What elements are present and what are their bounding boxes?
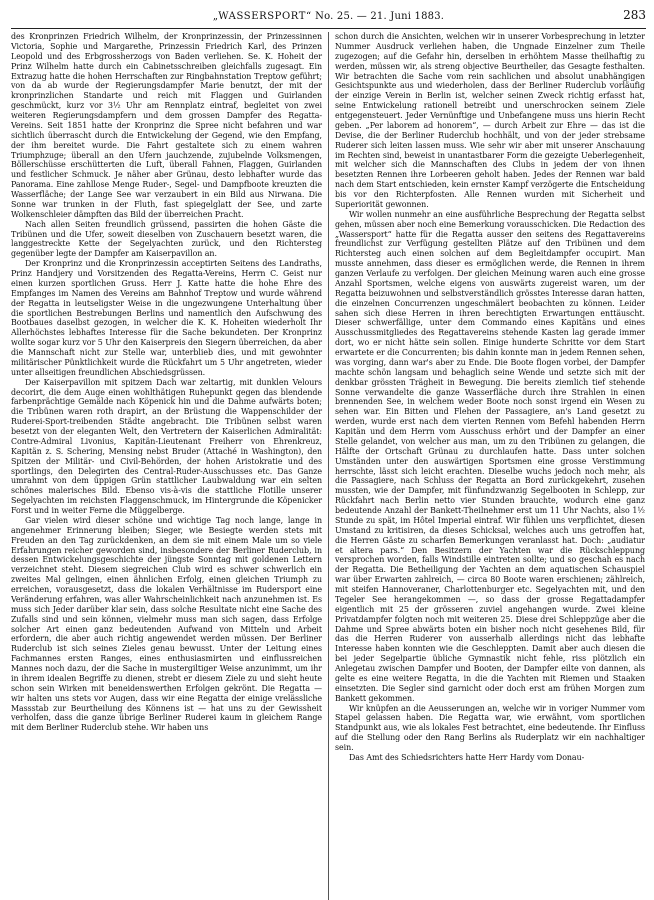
paragraph: Der Kaiserpavillon mit spitzem Dach war zeltartig, mit dunklen Velours decorirt, die dem Auge einen wohlthätigen Ruhepunkt gegen das blendende farbenprächtige Gemälde nach Köpenick hin und die Dahme aufwärts boten; die Tribünen waren roth drapirt, an der Brüstung die Wappenschilder der Ruderei-Sport-treibenden Städte angebracht. Die Tribünen selbst waren besetzt von der eleganten Welt, den Vertretern der Kaiserlichen Admiralität: Contre-Admiral Livonius, Kapitän-Lieutenant Freiherr von Ehrenkreuz, Kapitän z. S. Schering, Mensing nebst Bruder (Attaché in Washington), den Spitzen der Militär- und Civil-Behörden, der hohen Aristokratie und des sportlings, den Delegirten des Central-Ruder-Ausschusses etc. Das Ganze umrahmt von dem üppigen Grün stattlicher Laubwaldung war ein selten schönes malerisches Bild. Ebenso vis-à-vis die stattliche Flotille unserer Segelyachten im reichsten Flaggenschmuck, im Hintergrunde die Köpenicker Forst und in weiter Ferne die Müggelberge. [11, 377, 322, 515]
paragraph: des Kronprinzen Friedrich Wilhelm, der Kronprinzessin, der Prinzessinnen Victoria, Sophie und Margarethe, Prinzessin Friedrich Karl, des Prinzen Leopold und des Erbgrossherzogs von Baden verliehen. Se. K. Hoheit der Prinz Wilhelm hatte durch ein Cabinetsschreiben gleichfalls zugesagt. Ein Extrazug hatte die hohen Herrschaften zur Ringbahnstation Treptow geführt; von da ab wurde der Regierungsdampfer Marie benutzt, der mit der kronprinzlichen Standarte und reich mit Flaggen und Guirlanden geschmückt, kurz vor 3½ Uhr am Rennplatz eintraf, begleitet von zwei weiteren Regierungsdampfern und dem grossen Dampfer des Regatta-Vereins. Seit 1851 hatte der Kronprinz die Spree nicht befahren und war sichtlich überrascht durch die Entwickelung der Gegend, wie den Empfang, der ihm bereitet wurde. Die Fahrt gestaltete sich zu einem wahren Triumphzuge; überall an den Ufern jauchzende, zujubelnde Volksmengen, Böllerschüsse erschütterten die Luft, überall Fahnen, Flaggen, Guirlanden und festlicher Schmuck. Je näher aber Grünau, desto lebhafter wurde das Panorama. Eine zahllose Menge Ruder-, Segel- und Dampfboote kreuzten die Wasserfläche; der Lange See war verzaubert in ein Bild aus Nirwana. Die Sonne war trunken in der Fluth, fast spiegelglatt der See, und zarte Wolkenschleier dämpften das Bild der überreichen Pracht. [11, 32, 322, 219]
text-columns [11, 32, 646, 900]
page-number: 283 [623, 8, 646, 22]
paragraph: Wir wollen nunmehr an eine ausführliche Besprechung der Regatta selbst gehen, müssen aber noch eine Bemerkung vorausschicken. Die Redaction des „Wassersport“ hatte für die Regatta ausser den seitens des Regattavereins freundlichst zur Verfügung gestellten Plätze auf den Tribünen und dem Richtersteg auch einen solchen auf dem Begleitdampfer occupirt. Man musste annehmen, dass dieser es ermöglichen werde, die Rennen in ihrem ganzen Verlaufe zu verfolgen. Der gleichen Meinung waren auch eine grosse Anzahl Sportsmen, welche eigens von auswärts zugereist waren, um der Regatta beizuwohnen und selbstverständlich grösstes Interesse daran hatten, die einzelnen Concurrenzen ungeschmälert beobachten zu können. Leider sahen sich diese Herren in ihren berechtigten Erwartungen enttäuscht. Dieser schwerfällige, unter dem Commando eines Kapitäns und eines Ausschussmitgliedes des Regattavereins stehende Kasten lag gerade immer dort, wo er nicht hätte sein sollen. Einige hunderte Schritte vor dem Start erwartete er die Concurrenten; bis dahin konnte man in jedem Rennen sehen, was vorging, dann war's aber zu Ende. Die Boote flogen vorbei, der Dampfer machte schön langsam und behaglich seine Wende und setzte sich mit der denkbar grössten Trägheit in Bewegung. Die bereits ziemlich tief stehende Sonne verwandelte die ganze Wasserfläche durch ihre Strahlen in einen brennenden See, in welchem weder Boote noch sonst irgend ein Wesen zu sehen war. Ein Bitten und Flehen der Passagiere, an's Land gesetzt zu werden, wurde erst nach dem vierten Rennen vom Befehl habenden Herrn Kapitän und dem Herrn vom Ausschuss erhört und der Dampfer an einer Stelle gelandet, von welcher aus man, um zu den Tribünen zu gelangen, die Hälfte der Ortschaft Grünau zu durchlaufen hatte. Dass unter solchen Umständen unter den auswärtigen Sportsmen eine grosse Verstimmung herrschte, lässt sich leicht erachten. Dieselbe wuchs jedoch noch mehr, als die Passagiere, nach Schluss der Regatta an Bord zurückgekehrt, zusehen mussten, wie der Dampfer, mit fünfundzwanzig Segelbooten in Schlepp, zur Rückfahrt nach Berlin netto vier Stunden brauchte, wodurch eine ganz bedeutende Anzahl der Bankett-Theilnehmer erst um 11 Uhr Nachts, also 1½ Stunde zu spät, im Hôtel Imperial eintraf. Wir fühlen uns verpflichtet, diesen Umstand zu kritisiren, da dieses Schicksal, welches auch uns getroffen hat, die Herren Gäste zu scharfen Bemerkungen veranlasst hat. Doch: „audiatur et altera pars.“ Den Besitzern der Yachten war die Rückschleppung versprochen worden, falls Windstille eintreten sollte; und so geschah es nach der Regatta. Die Betheiligung der Yachten an dem aquatischen Schauspiel war über Erwarten zahlreich, — circa 80 Boote waren erschienen; zählreich, mit steifen Hannoveraner, Charlottenburger etc. Segelyachten mit, und den Tegeler See herangekommen —, so dass der grosse Regattadampfer eigentlich mit 25 der grösseren zuviel angehangen wurde. Zwei kleine Privatdampfer folgten noch mit weiteren 25. Diese drei Schleppzüge aber die Dahme und Spree abwärts boten ein bisher noch nicht gesehenes Bild, für das die Herren Ruderer von ausserhalb allerdings nicht das lebhafte Interesse haben konnten wie die Geschleppten. Damit aber auch diesen die bei jeder Segelpartie übliche Gymnastik nicht fehle, riss plötzlich ein Anlegetau zwischen Dampfer und Booten, der Dampfer eilte von dannen, als gelte es eine weitere Regatta, in die die Yachten mit Riemen und Staaken einsetzten. Die Segler sind garnicht oder doch erst am frühen Morgen zum Bankett gekommen. [335, 209, 645, 703]
right-column [328, 32, 645, 900]
magazine-title: „WASSERSPORT“ [212, 11, 312, 22]
paragraph: Das Amt des Schiedsrichters hatte Herr Hardy vom Donau- [349, 752, 585, 762]
running-header [11, 6, 646, 29]
paragraph: Nach allen Seiten freundlich grüssend, passirten die hohen Gäste die Tribünen und die Ufer, soweit dieselben von Zuschauern besetzt waren, die langgestreckte Kette der Segelyachten zurück, und den Richtersteg gegenüber legte der Dampfer am Kaiserpavillon an. [11, 219, 322, 259]
paragraph: schon durch die Ansichten, welchen wir in unserer Vorbesprechung in letzter Nummer Ausdruck verliehen haben, die Ungnade Einzelner zum Theile zugezogen; auf die Gefahr hin, derselben in erhöhtem Masse theilhaftig zu werden, müssen wir, als streng objective Beurtheiler, das Gesagte festhalten. Wir betrachten die Sache vom rein sachlichen und absolut unabhängigen Gesichtspunkte aus und wiederholen, dass der Berliner Ruderclub vorläufig der einzige Verein in Berlin ist, welcher seinen Zweck richtig erfasst hat, seine Entwickelung rationell betreibt und unerschrocken seinem Ziele entgegensteuert. Jeder Vernünftige und Unbefangene muss uns hierin Recht geben. „Per laborem ad honorem“, — durch Arbeit zur Ehre — das ist die Devise, die der Berliner Ruderclub hochhält, und von der jeder strebsame Ruderer sich leiten lassen muss. Wie sehr wir aber mit unserer Anschauung im Rechten sind, beweist in unantastbarer Form die gezeigte Ueberlegenheit, mit welcher sich die Mannschaften des Clubs in jedem der von ihnen besetzten Rennen ihre Lorbeeren geholt haben. Jedes der Rennen war bald nach dem Start entschieden, kein ernster Kampf verzögerte die Entscheidung bis vor den Richterpfosten. Alle Rennen wurden mit Sicherheit und Superiorität gewonnen. [335, 32, 645, 209]
paragraph: Gar vielen wird dieser schöne und wichtige Tag noch lange, lange in angenehmer Erinnerung bleiben; Sieger, wie Besiegte werden stets mit Freuden an den Tag zurückdenken, an dem sie mit einem Male um so viele Erfahrungen reicher geworden sind, insbesondere der Berliner Ruderclub, in dessen Entwickelungsgeschichte der jüngste Sonntag mit goldenen Lettern verzeichnet steht. Diesem siegreichen Club wird es schwer schwerlich ein zweites Mal gelingen, einen ähnlichen Erfolg, einen gleichen Triumph zu erreichen, vorausgesetzt, dass die lokalen Verhältnisse im Rudersport eine Veränderung erfahren, was aller Wahrscheinlichkeit nach anzunehmen ist. Es muss sich Jeder darüber klar sein, dass solche Resultate nicht eine Sache des Zufalls sind und sein können, vielmehr muss man sich sagen, dass Erfolge solcher Art einen ganz bedeutenden Aufwand von Mitteln und Arbeit erfordern, die aber auch richtig angewendet werden müssen. Der Berliner Ruderclub ist sich seines Zieles genau bewusst. Unter der Leitung eines Fachmannes ersten Ranges, eines enthusiasmirten und einflussreichen Mannes noch dazu, der die Sache in mustergiltiger Weise anzunimmt, um ihr in ihrem idealen Begriffe zu dienen, strebt er diesem Ziele zu und sieht heute schon sein Wirken mit beneidenswerthen Erfolgen gekrönt. Die Regatta — wir halten uns stets vor Augen, dass wir eine Regatta der einige vrelässliche Massstab zur Beurtheilung des Könnens ist — hat uns zu der Gewissheit verholfen, dass die ganze übrige Berliner Ruderei kaum in gleichem Range mit dem Berliner Ruderclub stehe. Wir haben uns [11, 515, 322, 733]
issue-info: No. 25. — 21. Juni 1883. [315, 11, 445, 22]
paragraph: Wir knüpfen an die Aeusserungen an, welche wir in voriger Nummer vom Stapel gelassen haben. Die Regatta war, wie erwähnt, vom sportlichen Standpunkt aus, wie als lokales Fest betrachtet, eine bedeutende. Ihr Einfluss auf die Stellung oder den Rang Berlins als Ruderplatz wir ein nachhaltiger sein. [335, 703, 645, 752]
left-column [11, 32, 328, 900]
running-head [11, 10, 646, 24]
paragraph: Der Kronprinz und die Kronprinzessin acceptirten Seitens des Landraths, Prinz Handjery und Vorsitzenden des Regatta-Vereins, Herrn C. Geist nur einen kurzen sportlichen Gruss. Herr J. Katte hatte die hohe Ehre des Empfanges im Namen des Vereins am Bahnhof Treptow und wurde während der Regatta in leutseligster Weise in die ungezwungene Unterhaltung über die sportlichen Bestrebungen Berlins und namentlich den Aufschwung des Bootbaues daselbst gezogen, in welcher die K. K. Hoheiten wiederholt Ihr Allerhöchstes lebhaftes Interesse für die Sache bekundeten. Der Kronprinz wollte sogar kurz vor 5 Uhr den Kaiserpreis den Siegern überreichen, da aber die Mannschaft nicht zur Stelle war, unterblieb dies, und mit gewohnter militärischer Pünktlichkeit wurde die Rückfahrt um 5 Uhr angetreten, wieder unter allseitigen freundlichen Abschiedsgrüssen. [11, 259, 322, 377]
